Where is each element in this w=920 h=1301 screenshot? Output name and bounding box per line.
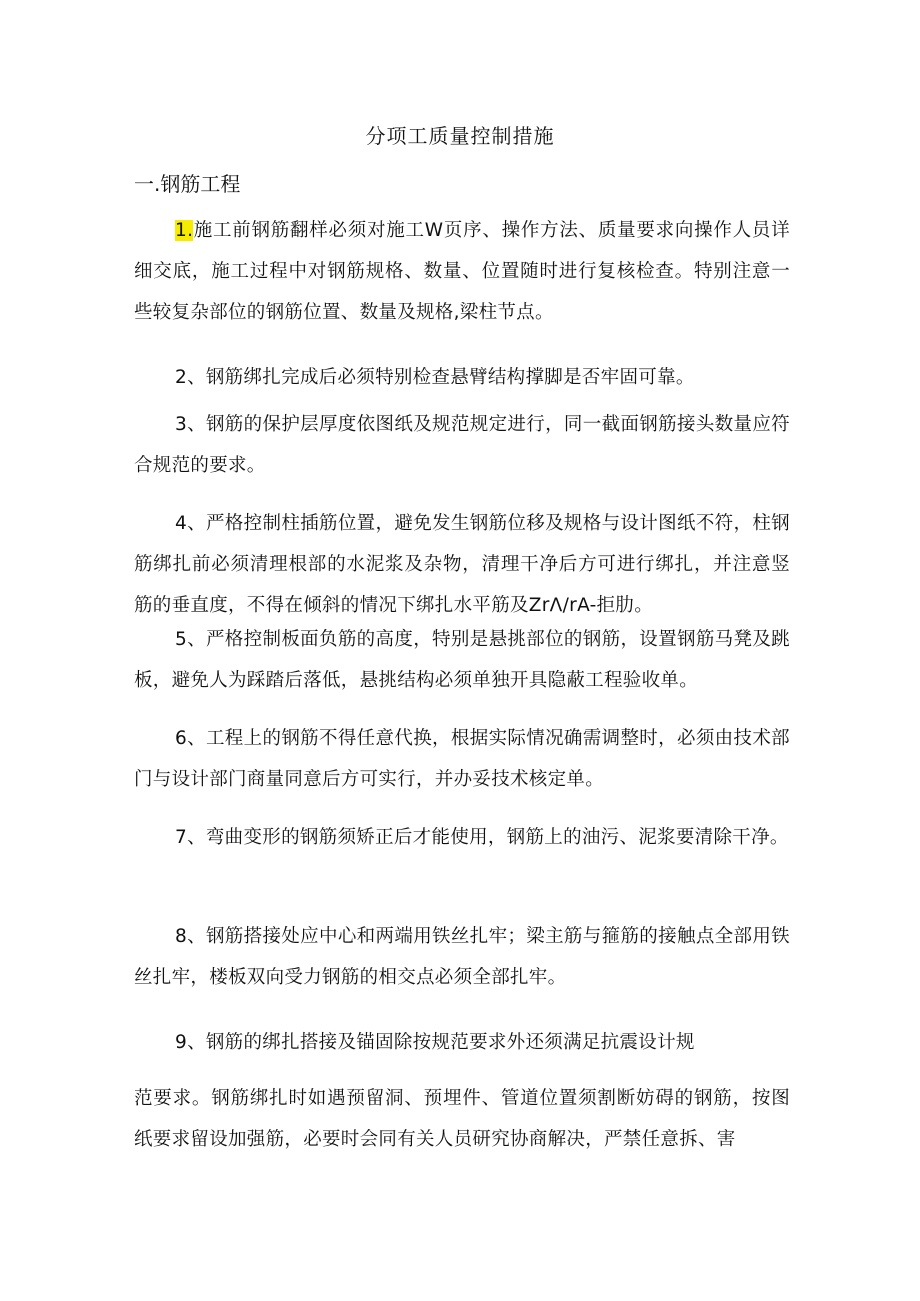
paragraph-9-first-line: 9、钢筋的绑扎搭接及锚固除按规范要求外还须满足抗震设计规 [175,1032,695,1053]
paragraph-8: 8、钢筋搭接处应中心和两端用铁丝扎牢；梁主筋与箍筋的接触点全部用铁丝扎牢，楼板双向受力钢筋的相交点必须全部扎牢。 [134,926,790,988]
paragraph-3: 3、钢筋的保护层厚度依图纸及规范规定进行，同一截面钢筋接头数量应符合规范的要求。 [134,414,790,476]
paragraph-7: 7、弯曲变形的钢筋须矫正后才能使用，钢筋上的油污、泥浆要清除干净。 [175,827,789,848]
paragraph-6: 6、工程上的钢筋不得任意代换，根据实际情况确需调整时，必须由技术部门与设计部门商量同意后方可实行，并办妥技术核定单。 [134,728,790,790]
paragraph-2: 2、钢筋绑扎完成后必须特别检查悬臂结构撑脚是否牢固可靠。 [175,367,695,388]
paragraph-5: 5、严格控制板面负筋的高度，特别是悬挑部位的钢筋，设置钢筋马凳及跳板，避免人为踩踏后落低，悬挑结构必须单独开具隐蔽工程验收单。 [134,629,790,691]
section-heading: 一.钢筋工程 [134,172,241,196]
paragraph-4: 4、严格控制柱插筋位置，避免发生钢筋位移及规格与设计图纸不符，柱钢筋绑扎前必须清理根部的水泥浆及杂物，清理干净后方可进行绑扎，并注意竖筋的垂直度，不得在倾斜的情况下绑扎水平筋及ZrΛ∕rA-拒肋。 [134,513,790,616]
paragraph-1 [134,210,790,333]
paragraph-9-continuation: 范要求。钢筋绑扎时如遇预留洞、预埋件、管道位置须割断妨碍的钢筋，按图纸要求留设加强筋，必要时会同有关人员研究协商解决，严禁任意拆、害 [134,1088,790,1150]
paragraph-1-text: 施工前钢筋翻样必须对施工W页序、操作方法、质量要求向操作人员详细交底，施工过程中对钢筋规格、数量、位置随时进行复核检查。特别注意一些较复杂部位的钢筋位置、数量及规格,梁柱节点。 [134,220,790,323]
page-title: 分项工质量控制措施 [365,124,555,148]
highlighted-number: 1. [175,220,194,241]
